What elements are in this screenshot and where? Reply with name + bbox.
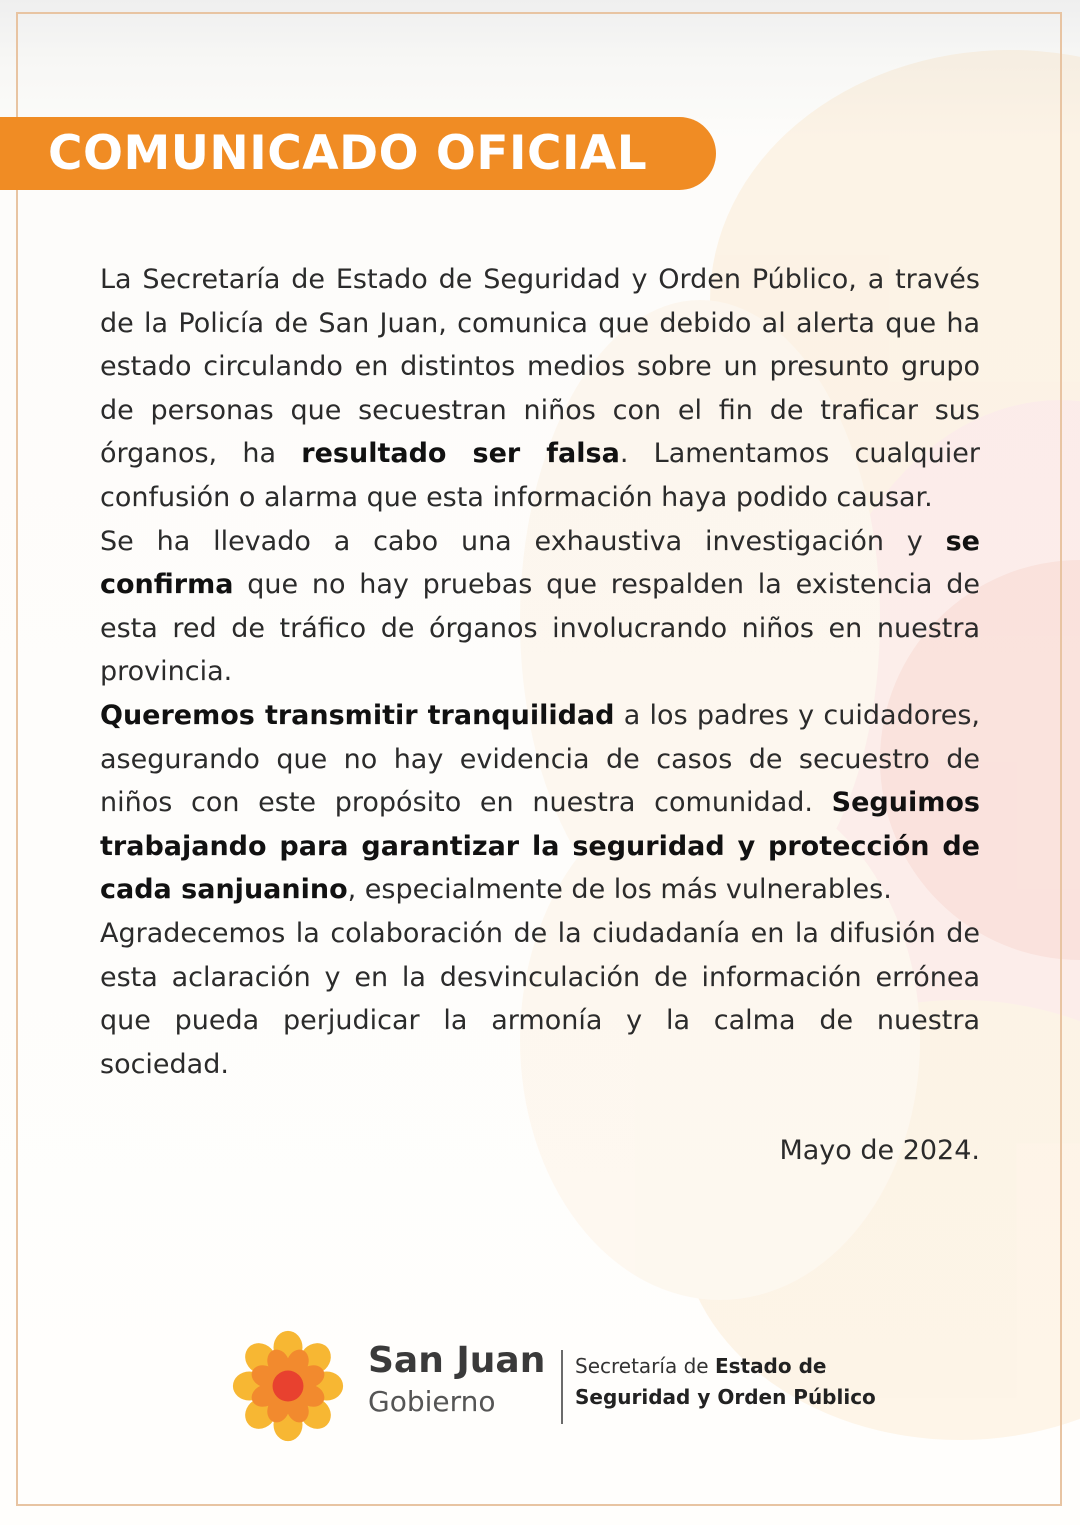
paragraph-1-emphasis: resultado ser falsa [301,438,620,470]
communique-body [100,258,980,1086]
footer-divider [561,1350,563,1424]
paragraph-3-emphasis-2: Seguimos trabajando para garantizar la seguridad y protección de cada sanjuanino [100,787,980,906]
paragraph-2-text-start: Se ha llevado a cabo una exhaustiva investigación y [100,525,946,557]
san-juan-flower-logo-icon [230,1328,346,1444]
title-banner [0,117,716,190]
brand-subtitle: Gobierno [368,1385,496,1418]
org-name-line-2: Seguridad y Orden Público [575,1385,876,1409]
paragraph-1 [100,258,980,520]
paragraph-2-text-end: que no hay pruebas que respalden la existencia de esta red de tráfico de órganos involucrando niños en nuestra provincia. [100,569,980,688]
org-name-line-1 [575,1354,826,1378]
org-name-bold: Estado de [714,1354,827,1378]
paragraph-2 [100,520,980,694]
paragraph-3-text-end: , especialmente de los más vulnerables. [347,874,892,906]
paragraph-1-text-start: La Secretaría de Estado de Seguridad y Orden Público, a través de la Policía de San Juan, comunica que debido al alerta que ha estado circulando en distintos medios sobre un presunto grupo de personas que secuestran niños con el fin de traficar sus órganos, ha [100,264,980,470]
paragraph-3-emphasis-1: Queremos transmitir tranquilidad [100,699,615,731]
brand-name: San Juan [368,1340,546,1381]
paragraph-1-text-end: . Lamentamos cualquier confusión o alarma que esta información haya podido causar. [100,438,980,513]
communique-date: Mayo de 2024. [779,1135,980,1166]
paragraph-3 [100,694,980,912]
paragraph-4: Agradecemos la colaboración de la ciudadanía en la difusión de esta aclaración y en la desvinculación de información errónea que pueda perjudicar la armonía y la calma de nuestra sociedad. [100,917,980,1080]
page-title: COMUNICADO OFICIAL [48,126,648,181]
paragraph-2-emphasis: se confirma [100,525,980,601]
paragraph-3-text-middle: a los padres y cuidadores, asegurando que no hay evidencia de casos de secuestro de niños con este propósito en nuestra comunidad. [100,699,980,819]
org-name-regular: Secretaría de [575,1354,715,1378]
